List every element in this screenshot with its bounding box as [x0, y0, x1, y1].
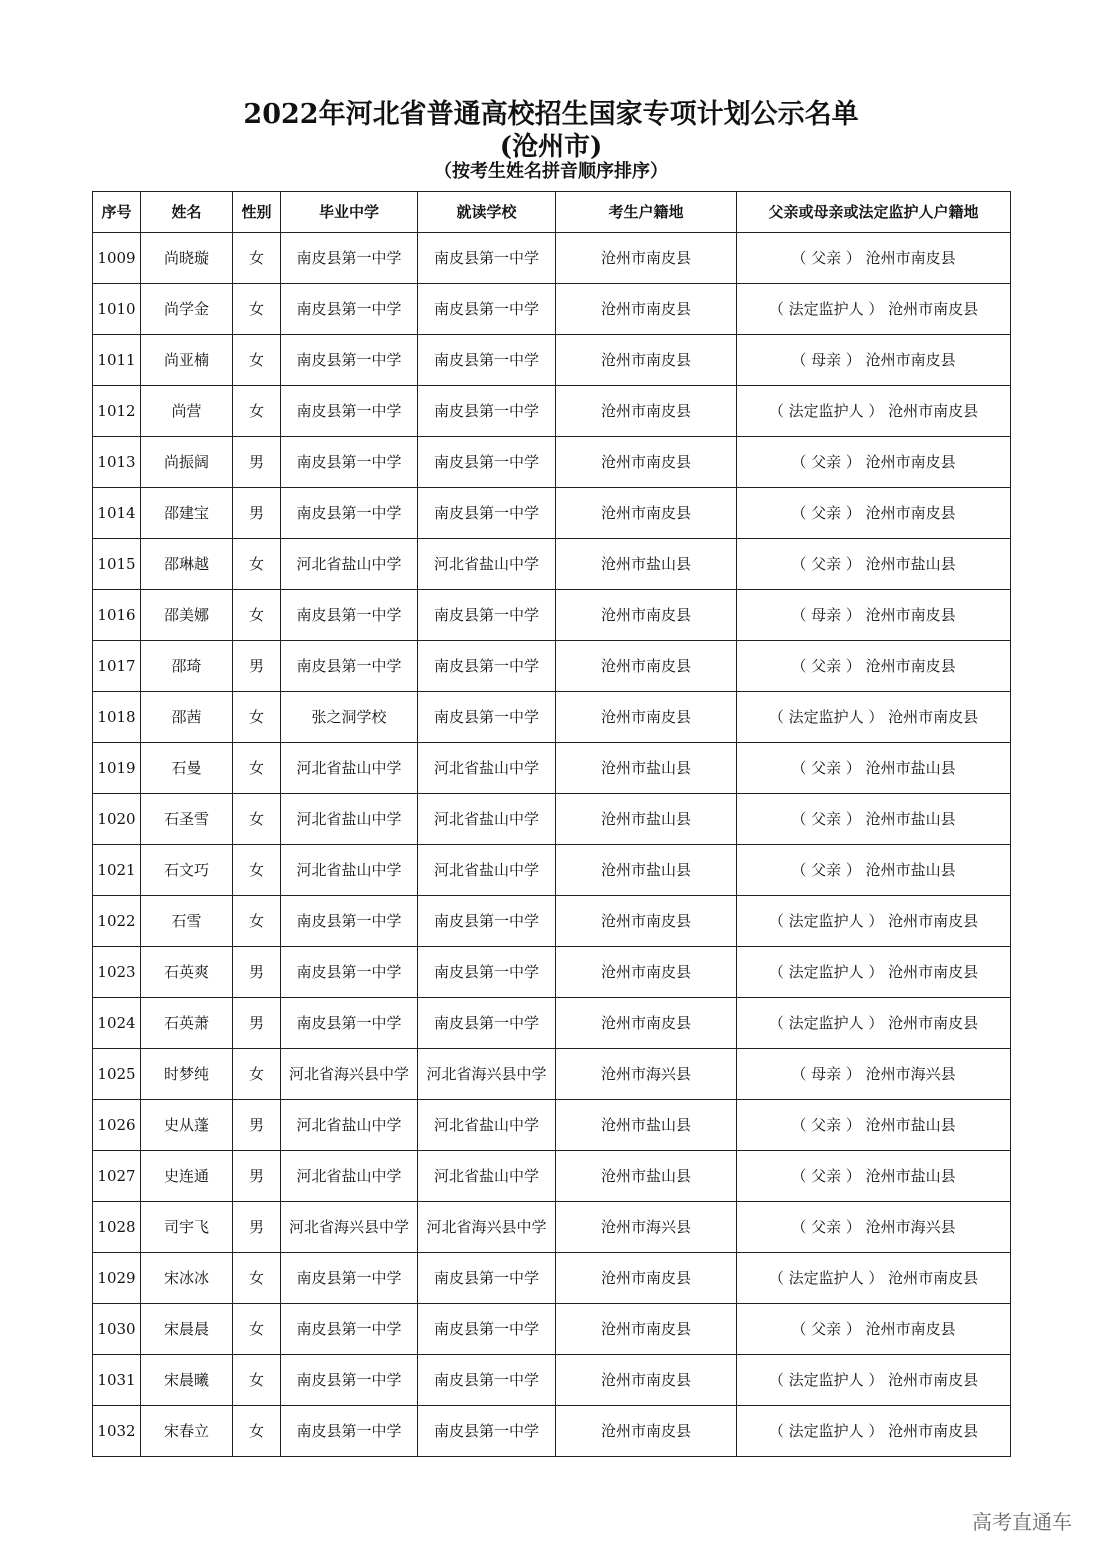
cell-gender: 女 — [233, 1049, 281, 1100]
cell-gender: 男 — [233, 1100, 281, 1151]
cell-current-school: 河北省海兴县中学 — [418, 1049, 556, 1100]
table-row — [93, 794, 1011, 845]
cell-graduated-school: 南皮县第一中学 — [281, 437, 418, 488]
table-row — [93, 386, 1011, 437]
cell-current-school: 南皮县第一中学 — [418, 590, 556, 641]
table-row — [93, 1100, 1011, 1151]
cell-current-school: 南皮县第一中学 — [418, 1406, 556, 1457]
cell-seq: 1022 — [93, 896, 141, 947]
cell-gender: 女 — [233, 590, 281, 641]
cell-parent-registration: （ 母亲 ） 沧州市南皮县 — [737, 335, 1011, 386]
cell-household-registration: 沧州市南皮县 — [556, 1304, 737, 1355]
cell-gender: 女 — [233, 1253, 281, 1304]
cell-household-registration: 沧州市盐山县 — [556, 845, 737, 896]
cell-graduated-school: 南皮县第一中学 — [281, 233, 418, 284]
cell-graduated-school: 南皮县第一中学 — [281, 896, 418, 947]
cell-gender: 男 — [233, 437, 281, 488]
table-row — [93, 1355, 1011, 1406]
column-header-graduated-school: 毕业中学 — [281, 192, 418, 233]
cell-name: 石英萧 — [141, 998, 233, 1049]
cell-household-registration: 沧州市盐山县 — [556, 794, 737, 845]
cell-current-school: 河北省盐山中学 — [418, 1151, 556, 1202]
cell-graduated-school: 南皮县第一中学 — [281, 1355, 418, 1406]
cell-household-registration: 沧州市盐山县 — [556, 539, 737, 590]
cell-seq: 1020 — [93, 794, 141, 845]
cell-seq: 1028 — [93, 1202, 141, 1253]
table-row — [93, 488, 1011, 539]
cell-household-registration: 沧州市南皮县 — [556, 641, 737, 692]
cell-graduated-school: 河北省盐山中学 — [281, 845, 418, 896]
cell-graduated-school: 南皮县第一中学 — [281, 947, 418, 998]
cell-seq: 1023 — [93, 947, 141, 998]
cell-seq: 1009 — [93, 233, 141, 284]
cell-name: 尚亚楠 — [141, 335, 233, 386]
cell-seq: 1021 — [93, 845, 141, 896]
cell-current-school: 南皮县第一中学 — [418, 641, 556, 692]
cell-parent-registration: （ 法定监护人 ） 沧州市南皮县 — [737, 896, 1011, 947]
column-header-current-school: 就读学校 — [418, 192, 556, 233]
cell-graduated-school: 河北省盐山中学 — [281, 1100, 418, 1151]
cell-seq: 1019 — [93, 743, 141, 794]
cell-name: 邵美娜 — [141, 590, 233, 641]
cell-household-registration: 沧州市南皮县 — [556, 1406, 737, 1457]
cell-seq: 1011 — [93, 335, 141, 386]
cell-household-registration: 沧州市南皮县 — [556, 947, 737, 998]
cell-seq: 1017 — [93, 641, 141, 692]
cell-name: 石文巧 — [141, 845, 233, 896]
cell-graduated-school: 南皮县第一中学 — [281, 1304, 418, 1355]
table-row — [93, 947, 1011, 998]
cell-parent-registration: （ 法定监护人 ） 沧州市南皮县 — [737, 1253, 1011, 1304]
cell-gender: 男 — [233, 1151, 281, 1202]
cell-seq: 1027 — [93, 1151, 141, 1202]
cell-graduated-school: 南皮县第一中学 — [281, 284, 418, 335]
cell-parent-registration: （ 法定监护人 ） 沧州市南皮县 — [737, 998, 1011, 1049]
table-row — [93, 590, 1011, 641]
cell-name: 史从蓬 — [141, 1100, 233, 1151]
cell-seq: 1012 — [93, 386, 141, 437]
cell-parent-registration: （ 父亲 ） 沧州市南皮县 — [737, 437, 1011, 488]
table-row — [93, 1253, 1011, 1304]
cell-gender: 女 — [233, 1355, 281, 1406]
cell-gender: 女 — [233, 692, 281, 743]
table-row — [93, 1202, 1011, 1253]
table-row — [93, 437, 1011, 488]
cell-current-school: 南皮县第一中学 — [418, 1355, 556, 1406]
table-row — [93, 284, 1011, 335]
cell-current-school: 南皮县第一中学 — [418, 386, 556, 437]
cell-parent-registration: （ 法定监护人 ） 沧州市南皮县 — [737, 1406, 1011, 1457]
cell-seq: 1013 — [93, 437, 141, 488]
cell-gender: 女 — [233, 539, 281, 590]
cell-graduated-school: 南皮县第一中学 — [281, 998, 418, 1049]
cell-parent-registration: （ 父亲 ） 沧州市盐山县 — [737, 743, 1011, 794]
cell-gender: 男 — [233, 947, 281, 998]
cell-name: 邵琦 — [141, 641, 233, 692]
cell-gender: 男 — [233, 641, 281, 692]
cell-graduated-school: 张之洞学校 — [281, 692, 418, 743]
cell-graduated-school: 河北省盐山中学 — [281, 1151, 418, 1202]
table-row — [93, 1304, 1011, 1355]
cell-gender: 女 — [233, 1406, 281, 1457]
table-row — [93, 1406, 1011, 1457]
cell-current-school: 河北省盐山中学 — [418, 539, 556, 590]
table-row — [93, 1049, 1011, 1100]
table-row — [93, 1151, 1011, 1202]
cell-graduated-school: 河北省盐山中学 — [281, 539, 418, 590]
cell-parent-registration: （ 父亲 ） 沧州市盐山县 — [737, 539, 1011, 590]
cell-parent-registration: （ 法定监护人 ） 沧州市南皮县 — [737, 692, 1011, 743]
cell-household-registration: 沧州市南皮县 — [556, 284, 737, 335]
cell-gender: 男 — [233, 998, 281, 1049]
column-header-seq: 序号 — [93, 192, 141, 233]
cell-current-school: 南皮县第一中学 — [418, 437, 556, 488]
cell-current-school: 南皮县第一中学 — [418, 1253, 556, 1304]
watermark: 高考直通车 — [972, 1510, 1072, 1534]
cell-name: 邵建宝 — [141, 488, 233, 539]
cell-seq: 1016 — [93, 590, 141, 641]
cell-parent-registration: （ 父亲 ） 沧州市南皮县 — [737, 488, 1011, 539]
cell-name: 时梦纯 — [141, 1049, 233, 1100]
cell-gender: 男 — [233, 488, 281, 539]
cell-gender: 女 — [233, 233, 281, 284]
cell-parent-registration: （ 法定监护人 ） 沧州市南皮县 — [737, 284, 1011, 335]
cell-name: 司宇飞 — [141, 1202, 233, 1253]
cell-name: 宋春立 — [141, 1406, 233, 1457]
cell-name: 宋晨曦 — [141, 1355, 233, 1406]
cell-seq: 1030 — [93, 1304, 141, 1355]
cell-name: 石英爽 — [141, 947, 233, 998]
cell-household-registration: 沧州市海兴县 — [556, 1202, 737, 1253]
cell-name: 石雪 — [141, 896, 233, 947]
cell-graduated-school: 南皮县第一中学 — [281, 590, 418, 641]
table-row — [93, 896, 1011, 947]
cell-current-school: 河北省海兴县中学 — [418, 1202, 556, 1253]
cell-name: 邵茜 — [141, 692, 233, 743]
cell-seq: 1015 — [93, 539, 141, 590]
cell-parent-registration: （ 法定监护人 ） 沧州市南皮县 — [737, 386, 1011, 437]
cell-current-school: 河北省盐山中学 — [418, 743, 556, 794]
cell-current-school: 河北省盐山中学 — [418, 845, 556, 896]
cell-household-registration: 沧州市南皮县 — [556, 1355, 737, 1406]
cell-name: 尚振阔 — [141, 437, 233, 488]
cell-name: 尚学金 — [141, 284, 233, 335]
document-subtitle: (沧州市) — [499, 132, 603, 162]
cell-parent-registration: （ 母亲 ） 沧州市南皮县 — [737, 590, 1011, 641]
cell-gender: 女 — [233, 794, 281, 845]
cell-seq: 1032 — [93, 1406, 141, 1457]
cell-current-school: 南皮县第一中学 — [418, 284, 556, 335]
cell-seq: 1018 — [93, 692, 141, 743]
table-row — [93, 692, 1011, 743]
table-row — [93, 998, 1011, 1049]
cell-parent-registration: （ 父亲 ） 沧州市海兴县 — [737, 1202, 1011, 1253]
cell-name: 史连通 — [141, 1151, 233, 1202]
cell-parent-registration: （ 母亲 ） 沧州市海兴县 — [737, 1049, 1011, 1100]
cell-name: 宋冰冰 — [141, 1253, 233, 1304]
cell-current-school: 河北省盐山中学 — [418, 794, 556, 845]
cell-current-school: 南皮县第一中学 — [418, 896, 556, 947]
cell-current-school: 南皮县第一中学 — [418, 692, 556, 743]
cell-seq: 1010 — [93, 284, 141, 335]
cell-seq: 1029 — [93, 1253, 141, 1304]
cell-seq: 1025 — [93, 1049, 141, 1100]
cell-household-registration: 沧州市南皮县 — [556, 386, 737, 437]
cell-household-registration: 沧州市盐山县 — [556, 1100, 737, 1151]
cell-graduated-school: 南皮县第一中学 — [281, 335, 418, 386]
table-row — [93, 641, 1011, 692]
cell-gender: 男 — [233, 1202, 281, 1253]
cell-seq: 1026 — [93, 1100, 141, 1151]
cell-household-registration: 沧州市南皮县 — [556, 233, 737, 284]
cell-current-school: 南皮县第一中学 — [418, 998, 556, 1049]
cell-graduated-school: 河北省海兴县中学 — [281, 1049, 418, 1100]
cell-seq: 1031 — [93, 1355, 141, 1406]
cell-gender: 女 — [233, 743, 281, 794]
cell-name: 石圣雪 — [141, 794, 233, 845]
cell-graduated-school: 南皮县第一中学 — [281, 1406, 418, 1457]
cell-graduated-school: 南皮县第一中学 — [281, 488, 418, 539]
cell-household-registration: 沧州市南皮县 — [556, 488, 737, 539]
cell-graduated-school: 南皮县第一中学 — [281, 1253, 418, 1304]
cell-parent-registration: （ 父亲 ） 沧州市盐山县 — [737, 1100, 1011, 1151]
cell-household-registration: 沧州市南皮县 — [556, 692, 737, 743]
cell-graduated-school: 河北省盐山中学 — [281, 743, 418, 794]
cell-current-school: 南皮县第一中学 — [418, 1304, 556, 1355]
cell-current-school: 南皮县第一中学 — [418, 335, 556, 386]
cell-name: 尚晓璇 — [141, 233, 233, 284]
column-header-household-registration: 考生户籍地 — [556, 192, 737, 233]
cell-graduated-school: 南皮县第一中学 — [281, 386, 418, 437]
cell-seq: 1024 — [93, 998, 141, 1049]
table-row — [93, 539, 1011, 590]
cell-parent-registration: （ 法定监护人 ） 沧州市南皮县 — [737, 947, 1011, 998]
cell-parent-registration: （ 法定监护人 ） 沧州市南皮县 — [737, 1355, 1011, 1406]
cell-household-registration: 沧州市南皮县 — [556, 437, 737, 488]
cell-name: 石曼 — [141, 743, 233, 794]
cell-name: 宋晨晨 — [141, 1304, 233, 1355]
cell-household-registration: 沧州市南皮县 — [556, 896, 737, 947]
cell-household-registration: 沧州市南皮县 — [556, 998, 737, 1049]
cell-graduated-school: 河北省盐山中学 — [281, 794, 418, 845]
cell-gender: 女 — [233, 284, 281, 335]
cell-parent-registration: （ 父亲 ） 沧州市盐山县 — [737, 794, 1011, 845]
document-title: 2022年河北省普通高校招生国家专项计划公示名单 — [243, 99, 859, 130]
cell-gender: 女 — [233, 845, 281, 896]
cell-current-school: 南皮县第一中学 — [418, 233, 556, 284]
sort-note: （按考生姓名拼音顺序排序） — [434, 161, 668, 182]
cell-gender: 女 — [233, 386, 281, 437]
cell-gender: 女 — [233, 896, 281, 947]
table-row — [93, 743, 1011, 794]
cell-gender: 女 — [233, 335, 281, 386]
column-header-parent-registration: 父亲或母亲或法定监护人户籍地 — [737, 192, 1011, 233]
cell-graduated-school: 南皮县第一中学 — [281, 641, 418, 692]
table-row — [93, 335, 1011, 386]
cell-household-registration: 沧州市盐山县 — [556, 1151, 737, 1202]
cell-parent-registration: （ 父亲 ） 沧州市南皮县 — [737, 641, 1011, 692]
cell-parent-registration: （ 父亲 ） 沧州市盐山县 — [737, 845, 1011, 896]
cell-household-registration: 沧州市南皮县 — [556, 590, 737, 641]
header-row — [93, 192, 1011, 233]
roster-table — [92, 191, 1011, 1457]
column-header-name: 姓名 — [141, 192, 233, 233]
cell-seq: 1014 — [93, 488, 141, 539]
cell-parent-registration: （ 父亲 ） 沧州市南皮县 — [737, 1304, 1011, 1355]
cell-household-registration: 沧州市海兴县 — [556, 1049, 737, 1100]
cell-current-school: 南皮县第一中学 — [418, 488, 556, 539]
table-row — [93, 233, 1011, 284]
cell-parent-registration: （ 父亲 ） 沧州市盐山县 — [737, 1151, 1011, 1202]
cell-household-registration: 沧州市南皮县 — [556, 335, 737, 386]
cell-graduated-school: 河北省海兴县中学 — [281, 1202, 418, 1253]
cell-gender: 女 — [233, 1304, 281, 1355]
cell-household-registration: 沧州市南皮县 — [556, 1253, 737, 1304]
table-row — [93, 845, 1011, 896]
cell-name: 尚营 — [141, 386, 233, 437]
column-header-gender: 性别 — [233, 192, 281, 233]
cell-current-school: 河北省盐山中学 — [418, 1100, 556, 1151]
cell-name: 邵琳越 — [141, 539, 233, 590]
cell-current-school: 南皮县第一中学 — [418, 947, 556, 998]
cell-household-registration: 沧州市盐山县 — [556, 743, 737, 794]
cell-parent-registration: （ 父亲 ） 沧州市南皮县 — [737, 233, 1011, 284]
